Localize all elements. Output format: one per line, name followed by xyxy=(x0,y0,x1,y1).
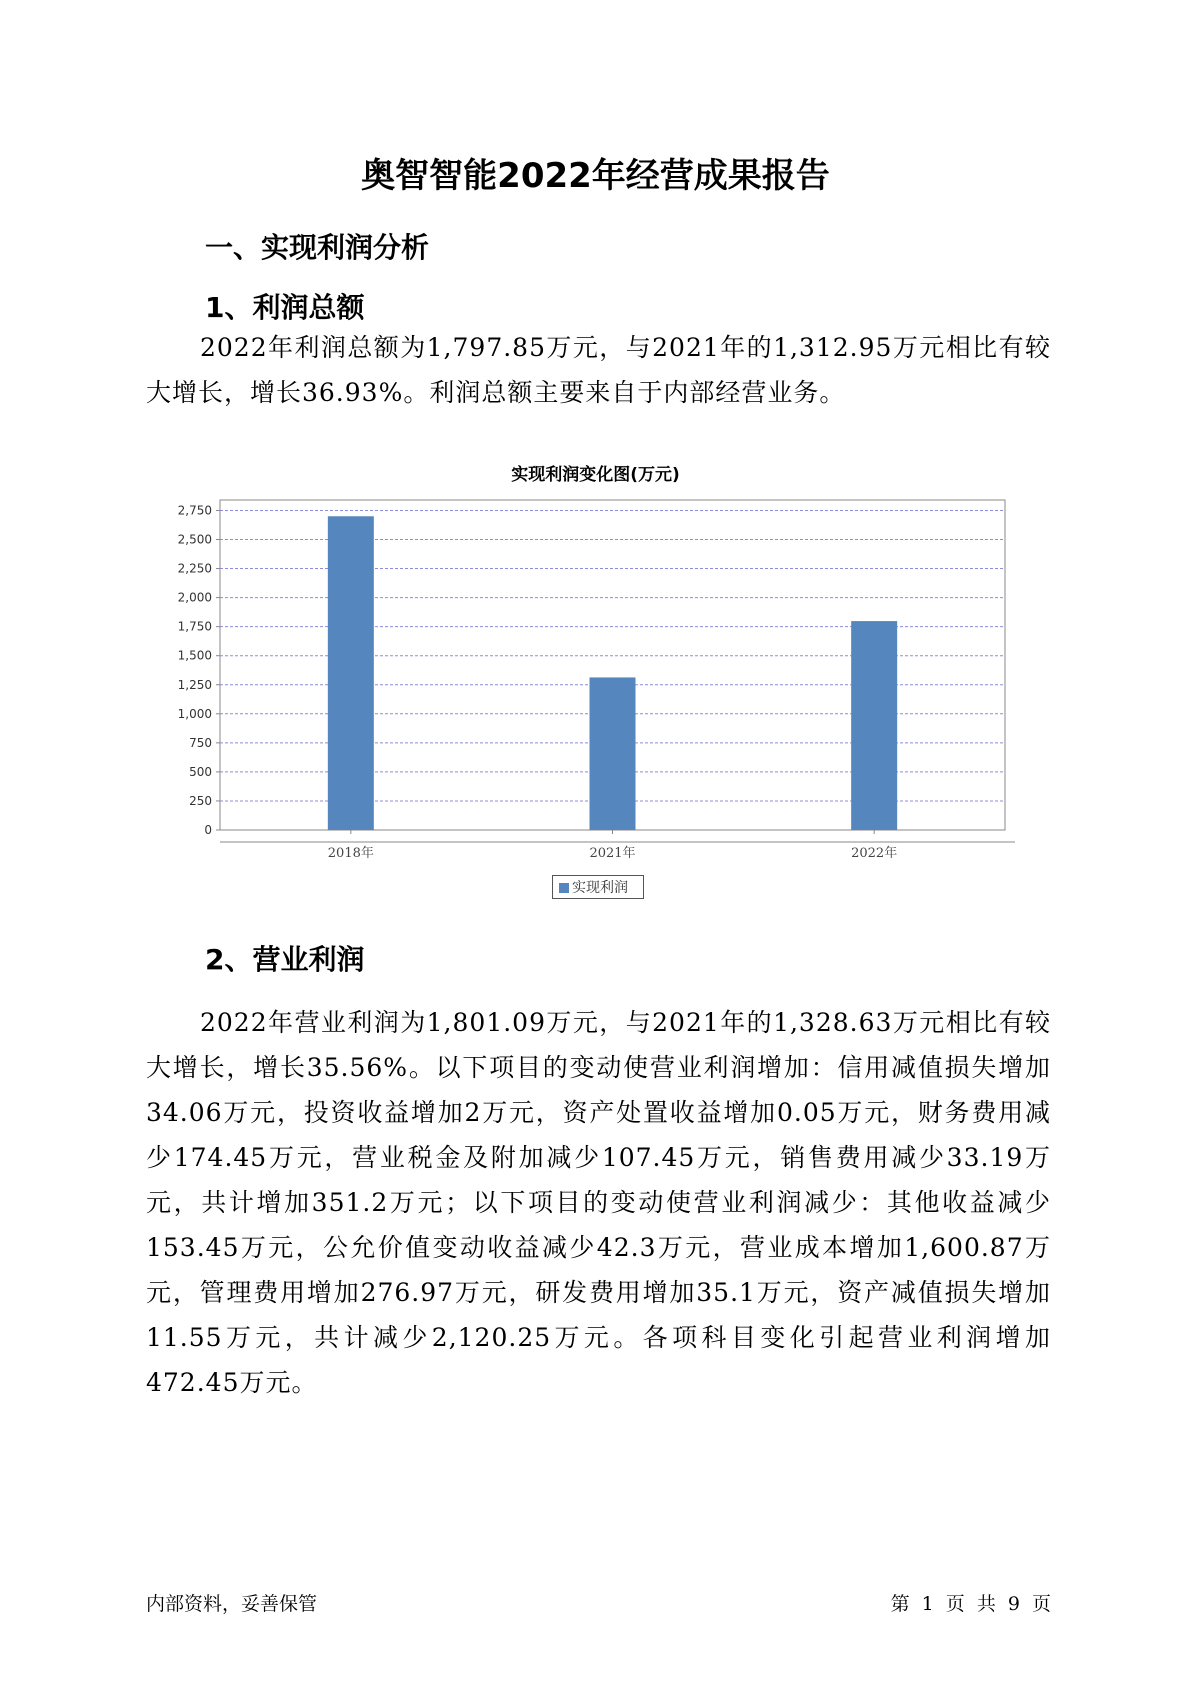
y-tick-label: 2,250 xyxy=(177,561,212,576)
y-tick-label: 1,000 xyxy=(177,706,212,721)
paragraph-operating-profit: 2022年营业利润为1,801.09万元，与2021年的1,328.63万元相比有较大增长，增长35.56%。以下项目的变动使营业利润增加：信用减值损失增加34.06万元，投资收益增加2万元，资产处置收益增加0.05万元，财务费用减少174.45万元，营业税金及附加减少107.45万元，销售费用减少33.19万元，共计增加351.2万元；以下项目的变动使营业利润减少：其他收益减少153.45万元，公允价值变动收益减少42.3万元，营业成本增加1,600.87万元，管理费用增加276.97万元，研发费用增加35.1万元，资产减值损失增加11.55万元，共计减少2,120.25万元。各项科目变化引起营业利润增加472.45万元。 xyxy=(146,1008,1051,1397)
bar-1 xyxy=(328,516,374,830)
x-tick-label: 2018年 xyxy=(327,846,374,861)
x-tick-label: 2021年 xyxy=(589,846,636,861)
footer-confidential-note: 内部资料，妥善保管 xyxy=(146,1593,318,1615)
y-tick-label: 1,500 xyxy=(177,648,212,663)
legend-label: 实现利润 xyxy=(572,880,628,896)
y-tick-label: 2,000 xyxy=(177,590,212,605)
y-tick-label: 1,250 xyxy=(177,677,212,692)
chart-title: 实现利润变化图(万元) xyxy=(511,465,680,485)
footer-page-number: 第 1 页 共 9 页 xyxy=(890,1593,1051,1615)
document-title: 奥智智能2022年经营成果报告 xyxy=(361,156,830,196)
profit-bar-chart xyxy=(150,490,1030,870)
subheading-operating-profit: 2、营业利润 xyxy=(205,943,365,976)
y-tick-label: 1,750 xyxy=(177,619,212,634)
legend-swatch xyxy=(559,883,569,893)
y-tick-label: 2,750 xyxy=(177,503,212,518)
bar-2 xyxy=(590,677,636,830)
y-tick-label: 750 xyxy=(189,735,212,750)
chart-legend xyxy=(552,875,644,899)
y-tick-label: 250 xyxy=(189,793,212,808)
x-tick-label: 2022年 xyxy=(851,846,898,861)
section-heading-profit-analysis: 一、实现利润分析 xyxy=(205,231,430,264)
bar-3 xyxy=(851,621,897,830)
y-tick-label: 2,500 xyxy=(177,532,212,547)
y-tick-label: 0 xyxy=(204,823,212,837)
paragraph-total-profit: 2022年利润总额为1,797.85万元，与2021年的1,312.95万元相比有较大增长，增长36.93%。利润总额主要来自于内部经营业务。 xyxy=(146,333,1051,407)
subheading-total-profit: 1、利润总额 xyxy=(205,291,365,324)
y-tick-label: 500 xyxy=(189,764,212,779)
